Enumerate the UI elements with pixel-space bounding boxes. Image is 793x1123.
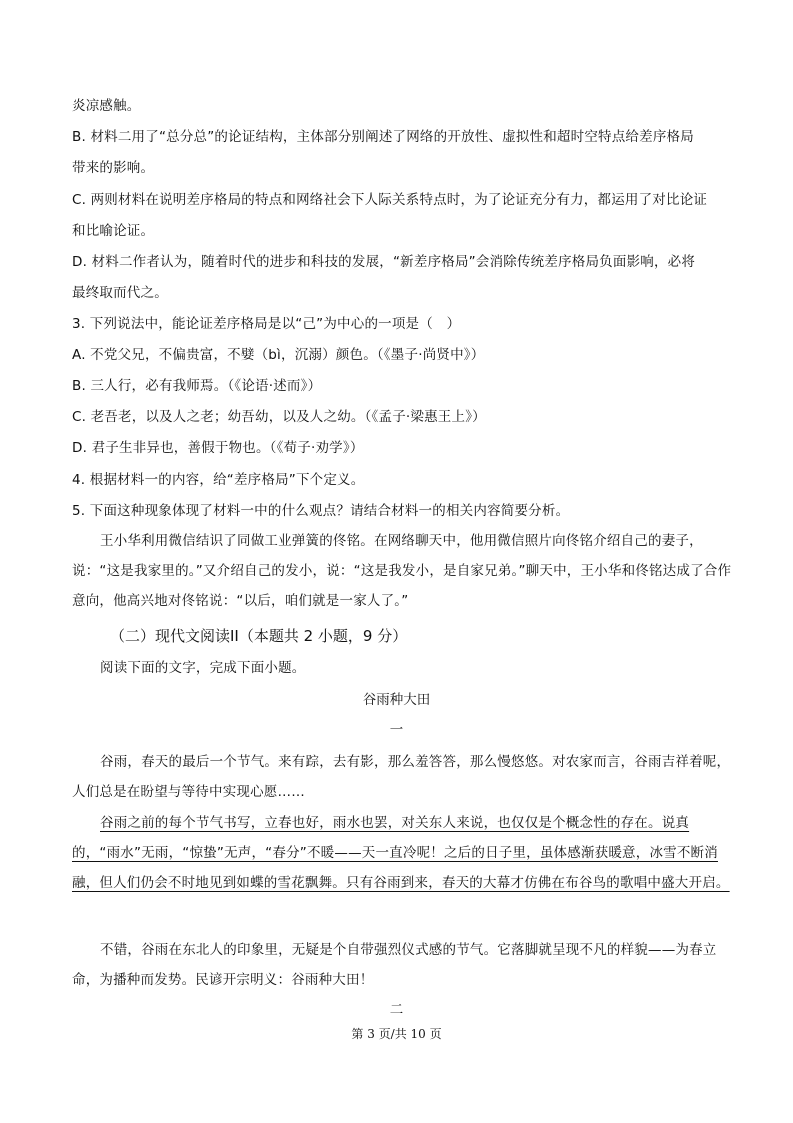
text-line: 最终取而代之。 [72,285,168,301]
option-d: D. 材料二作者认为，随着时代的进步和科技的发展，“新差序格局”会消除传统差序格局负面影响，必将 [72,254,696,270]
page-footer: 第 3 页/共 10 页 [351,1027,442,1041]
section-heading: （二）现代文阅读II（本题共 2 小题，9 分） [110,627,408,645]
part-number-one: 一 [389,722,404,738]
article-paragraph-3: 不错，谷雨在东北人的印象里，无疑是个自带强烈仪式感的节气。它落脚就呈现不凡的样貌——为春立命，为播种而发势。民谚开宗明义：谷雨种大田！ [72,942,717,988]
option-b: B. 材料二用了“总分总”的论证结构，主体部分别阐述了网络的开放性、虚拟性和超时空特点给差序格局 [72,129,694,145]
scenario-paragraph: 王小华利用微信结识了同做工业弹簧的佟铭。在网络聊天中，他用微信照片向佟铭介绍自己的妻子，说：“这是我家里的。”又介绍自己的发小，说：“这是我发小，是自家兄弟。”聊天中，王小华和佟铭达成了合作意向，他高兴地对佟铭说：“以后，咱们就是一家人了。” [72,533,732,609]
text-line: 炎凉感触。 [72,98,141,114]
part-number-two: 二 [389,1002,404,1018]
question-4: 4. 根据材料一的内容，给“差序格局”下个定义。 [72,472,365,488]
question-5: 5. 下面这种现象体现了材料一中的什么观点？请结合材料一的相关内容简要分析。 [72,503,570,519]
article-paragraph-2: 谷雨之前的每个节气书写，立春也好，雨水也罢，对关东人来说，也仅仅是个概念性的存在。说真的，“雨水”无雨，“惊蛰”无声，“春分”不暖——天一直冷呢！之后的日子里，虽体感渐获暖意，冰雪不断消融，但人们仍会不时地见到如蝶的雪花飘舞。只有谷雨到来，春天的大幕才仿佛在布谷鸟的歌唱中盛大开启。 [72,815,730,891]
article-paragraph-1: 谷雨，春天的最后一个节气。来有踪，去有影，那么羞答答，那么慢悠悠。对农家而言，谷雨吉祥着呢，人们总是在盼望与等待中实现心愿…… [72,754,731,800]
text-line: 和比喻论证。 [72,223,155,239]
option-c: C. 老吾老，以及人之老；幼吾幼，以及人之幼。（《孟子·梁惠王上》） [72,409,486,425]
option-b: B. 三人行，必有我师焉。（《论语·述而》） [72,378,322,394]
question-3: 3. 下列说法中，能论证差序格局是以“己”为中心的一项是（ ） [72,316,461,332]
option-c: C. 两则材料在说明差序格局的特点和网络社会下人际关系特点时，为了论证充分有力，都运用了对比论证 [72,192,708,208]
option-d: D. 君子生非异也，善假于物也。（《荀子·劝学》） [72,440,364,456]
option-a: A. 不党父兄，不偏贵富，不嬖（bì，沉溺）颜色。（《墨子·尚贤中》） [72,347,485,363]
text-line: 带来的影响。 [72,160,155,176]
instruction: 阅读下面的文字，完成下面小题。 [100,660,306,676]
article-title: 谷雨种大田 [362,692,431,708]
